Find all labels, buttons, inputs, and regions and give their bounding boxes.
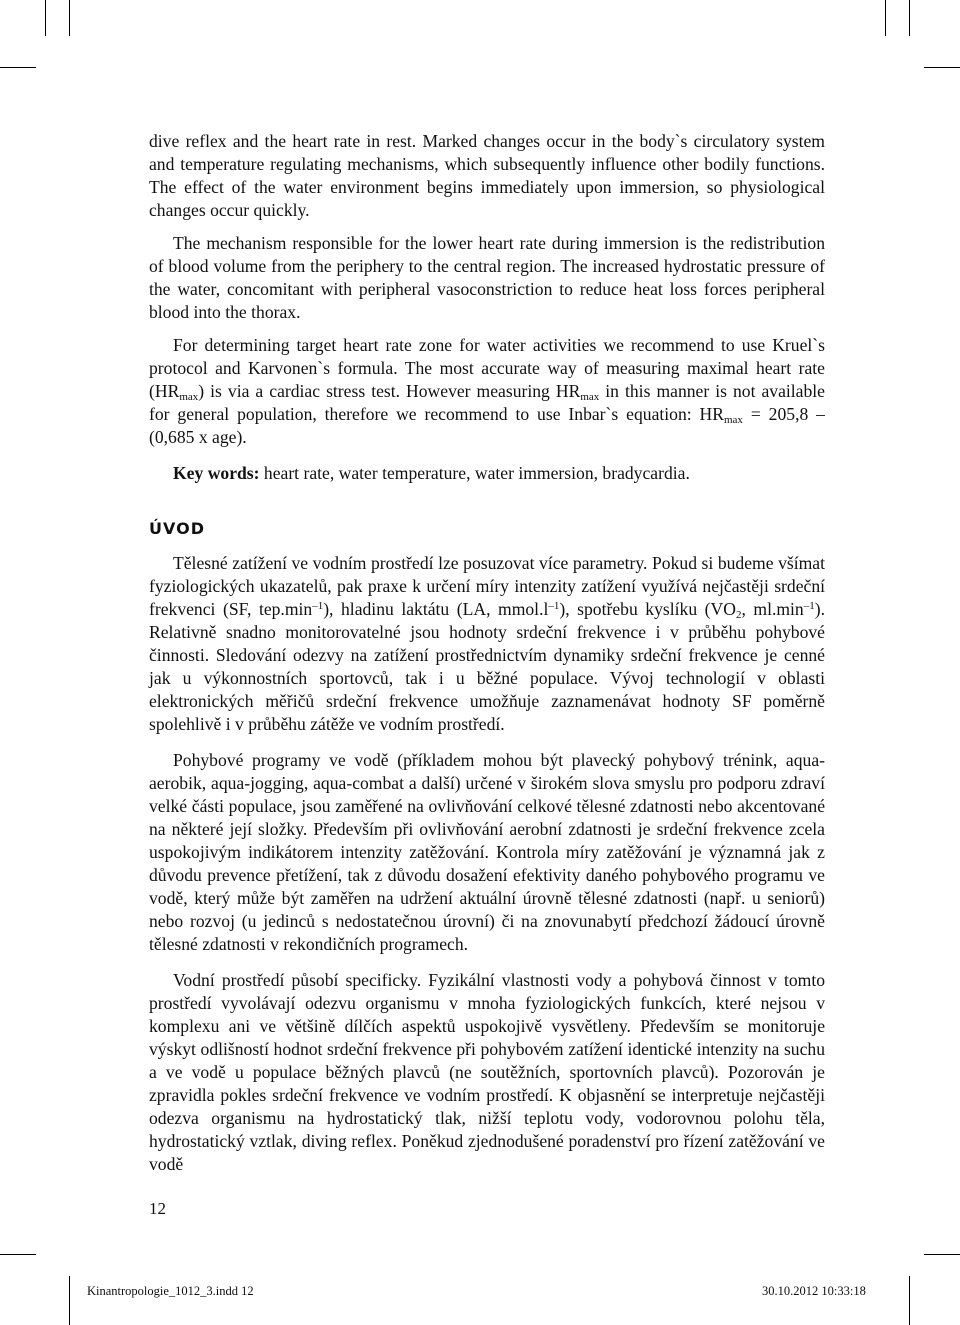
abstract-paragraph: The mechanism responsible for the lower heart rate during immersion is the redistribution of blood volume from the periphery to the central region. The increased hydrostatic pressure of the water, concomitant with peripheral vasoconstriction to reduce heat loss forces peripheral blood into the thorax. — [149, 233, 825, 322]
crop-mark — [0, 1254, 36, 1255]
crop-mark — [45, 0, 46, 36]
body-paragraph: Pohybové programy ve vodě (příkladem mohou být plavecký pohybový trénink, aqua-aerobik, aqua-jogging, aqua-combat a další) určené v širokém slova smyslu pro podporu zdraví velké části populace, jsou zaměřené na ovlivňování celkové tělesné zdatnosti nebo akcentované na některé její složky. Především při ovlivňování aerobní zdatnosti je srdeční frekvence zcela uspokojivým indikátorem intenzity zatěžování. Kontrola míry zatěžování je významná jak z důvodu prevence přetížení, tak z důvodu dosažení efektivity daného pohybového programu ve vodě, který může být zaměřen na udržení aktuální úrovně tělesné zdatnosti (např. u seniorů) nebo rozvoj (u jedinců s nedostatečnou úrovní) či na znovunabytí předchozí žádoucí úrovně tělesné zdatnosti v rekondičních programech. — [149, 750, 825, 954]
text-column — [149, 130, 825, 1176]
body-paragraph: Tělesné zatížení ve vodním prostředí lze posuzovat více parametry. Pokud si budeme všímat fyziologických ukazatelů, pak praxe k určení míry intenzity zatížení využívá nejčastěji srdeční frekvenci (SF, $tep.\min^{-1}$), hladinu laktátu (LA, $mmol.l^{-1}$), spotřebu kyslíku ($VO_2$, $ml.\min^{-1}$). Relativně snadno monitorovatelné jsou hodnoty srdeční frekvence i v průběhu pohybové činnosti. Sledování odezvy na zatížení prostřednictvím dynamiky srdeční frekvence je cenné jak u výkonnostních sportovců, tak i u běžné populace. Vývoj technologií v oblasti elektronických měřičů srdeční frekvence umožňuje zaznamenávat hodnoty SF poměrně spolehlivě i v průběhu zátěže ve vodním prostředí. — [149, 553, 825, 734]
subscript: max — [723, 414, 743, 426]
subscript: max — [580, 391, 600, 403]
crop-mark — [0, 67, 36, 68]
english-abstract — [149, 130, 825, 485]
crop-mark — [909, 0, 910, 36]
section-heading: ÚVOD — [149, 519, 205, 538]
subscript: max — [179, 391, 199, 403]
crop-mark — [885, 0, 886, 36]
body-paragraph: Vodní prostředí působí specificky. Fyzikální vlastnosti vody a pohybová činnost v tomto prostředí vyvolávají odezvu organismu v mnoha fyziologických funkcích, které nejsou v komplexu ani ve většině dílčích aspektů uspokojivě vysvětleny. Především se monitoruje výskyt odlišností hodnot srdeční frekvence při pohybovém zatížení identické intenzity na suchu a ve vodě u populace běžných plavců (ne soutěžních, sportovních plavců). Pozorován je zpravidla pokles srdeční frekvence ve vodním prostředí. K objasnění se interpretuje nejčastěji odezva organismu na hydrostatický tlak, nižší teplotu vody, vodorovnou polohu těla, hydrostatický vztlak, diving reflex. Poněkud zjednodušené poradenství pro řízení zatěžování ve vodě — [149, 970, 825, 1174]
abstract-paragraph: dive reflex and the heart rate in rest. Marked changes occur in the body`s circulatory system and temperature regulating mechanisms, which subsequently influence other bodily functions. The effect of the water environment begins immediately upon immersion, so physiological changes occur quickly. — [149, 131, 825, 220]
crop-mark — [924, 1254, 960, 1255]
slug-datetime: 30.10.2012 10:33:18 — [762, 1284, 866, 1298]
crop-mark — [909, 1276, 910, 1325]
crop-mark — [924, 67, 960, 68]
abstract-paragraph: For determining target heart rate zone for water activities we recommend to use Kruel`s protocol and Karvonen`s formula. The most accurate way of measuring maximal heart rate $(HR_{max})$ is via a cardiac stress test. However measuring $HR_{max}$ in this manner is not available for general population, therefore we recommend to use Inbar`s equation: $HR_{max} = 205,8 - (0,685$ x age). — [149, 335, 825, 447]
crop-mark — [69, 0, 70, 36]
crop-mark — [69, 1276, 70, 1325]
page-number: 12 — [149, 1199, 166, 1218]
keywords: Key words: heart rate, water temperature, water immersion, bradycardia. — [173, 463, 690, 483]
slug-filename: Kinantropologie_1012_3.indd 12 — [87, 1284, 254, 1298]
keywords-label: Key words: — [173, 463, 260, 483]
